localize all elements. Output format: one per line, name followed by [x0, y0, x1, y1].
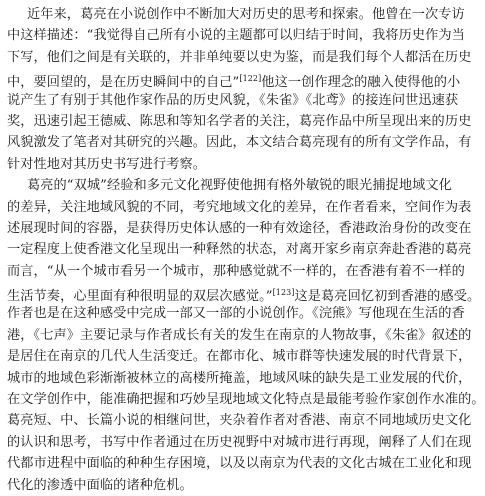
text-line: [0, 47, 472, 68]
text-line: [0, 410, 472, 431]
text-run: 中这样描述：“我觉得自己所有小说的主题都可以归结于时间，我将历史作为当: [7, 28, 465, 44]
text-line: [0, 389, 485, 410]
text-line: [0, 132, 472, 153]
text-line: [0, 68, 461, 91]
text-run: 港，《七声》主要记录与作者成长有关的发生在南京的人物故事，《朱雀》叙述的: [7, 327, 472, 343]
paragraph: [0, 175, 485, 496]
text-line: [0, 239, 472, 260]
text-line: [0, 111, 472, 132]
text-run: 近年来，葛亮在小说创作中不断加大对历史的思考和探索。他曾在一次专访: [27, 7, 465, 22]
text-run: 风貌激发了笔者对其研究的兴趣。因此，本文结合葛亮现有的所有文学作品，有: [7, 135, 472, 151]
text-line: [0, 175, 452, 196]
text-run: 是居住在南京的几代人生活变迁。在都市化、城市群等快速发展的时代背景下，: [7, 349, 472, 365]
text-run: 在文学创作中，能准确把握和巧妙呈现地域文化特点是最能考验作家创作水准的。: [7, 392, 485, 408]
text-line: [0, 90, 459, 111]
text-line: [0, 325, 472, 346]
text-line: [0, 261, 465, 282]
text-run: 的差异，关注地域风貌的不同，考究地域文化的差异，在作者看来，空间作为表: [7, 199, 472, 215]
text-run: 奖，迅速引起王德威、陈思和等知名学者的关注，葛亮作品中所呈现出来的历史: [7, 113, 472, 129]
text-line: [0, 346, 472, 367]
text-line: [0, 453, 472, 474]
body-text: [0, 4, 485, 496]
text-line: [0, 4, 465, 25]
text-run: 葛亮短、中、长篇小说的相继问世，夹杂着作者对香港、南京不同地域历史文化: [7, 413, 472, 429]
text-line: [0, 282, 481, 305]
text-run: 下写，他们之间是有关联的，并非单纯要以史为鉴，而是我们每个人都活在历史: [7, 49, 472, 65]
text-run: 作者也是在这种感受中完成一部又一部的小说创作。《浣熊》写他现在生活的香: [7, 306, 465, 322]
text-line: [0, 197, 472, 218]
text-line: [0, 218, 472, 239]
text-run: 这是葛亮回忆初到香港的感受。: [294, 289, 481, 305]
text-line: [0, 432, 472, 453]
paragraph: [0, 4, 472, 175]
text-run: 代都市进程中面临的种种生存困境，以及以南京为代表的文化古城在工业化和现: [7, 456, 472, 472]
citation-marker: [122]: [239, 74, 262, 84]
text-run: 述展现时间的容器，是获得历史体认感的一种有效途径，香港政治身份的改变在: [7, 220, 472, 236]
text-line: [0, 154, 419, 175]
text-run: 的认识和思考，书写中作者通过在历史视野中对城市进行再现，阐释了人们在现: [7, 434, 472, 450]
text-line: [0, 475, 419, 496]
text-line: [0, 25, 465, 46]
text-run: 代化的渗透中面临的诸种危机。: [7, 477, 193, 493]
text-line: [0, 303, 465, 324]
text-run: 一定程度上使香港文化呈现出一种释然的状态，对离开家乡南京奔赴香港的葛亮: [7, 242, 472, 258]
text-run: 说产生了有别于其他作家作品的历史风貌，《朱雀》《北鸢》的接连问世迅速获: [7, 92, 459, 108]
citation-marker: [123]: [272, 288, 295, 298]
text-line: [0, 368, 472, 389]
text-run: 而言，“从一个城市看另一个城市，那种感觉就不一样的，在香港有着不一样的: [7, 263, 465, 279]
text-run: 针对性地对其历史书写进行考察。: [7, 156, 207, 172]
text-run: 葛亮的“双城”经验和多元文化视野使他拥有格外敏锐的眼光捕捉地域文化: [27, 178, 452, 194]
text-run: 生活节奏，心里面有种很明显的双层次感觉。”: [7, 289, 273, 305]
text-run: 城市的地域色彩渐渐被林立的高楼所掩盖，地域风味的缺失是工业发展的代价，: [7, 370, 472, 386]
text-run: 他这一创作理念的融入使得他的小: [261, 75, 461, 91]
text-run: 中，要回望的，是在历史瞬间中的自己”: [7, 75, 240, 91]
